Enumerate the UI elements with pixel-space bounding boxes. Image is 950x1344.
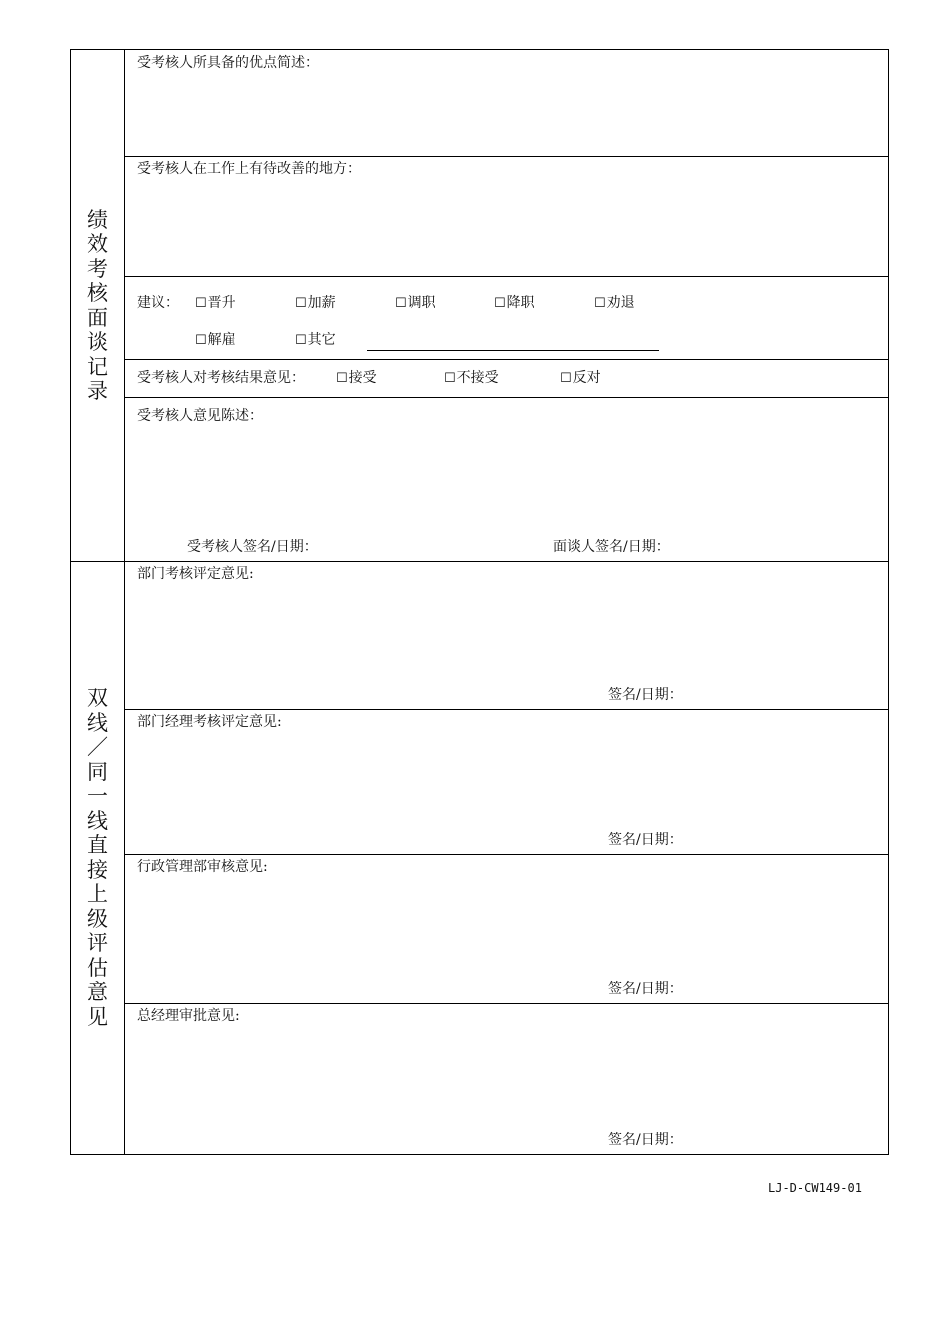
row-divider bbox=[124, 854, 888, 855]
section-label-char: 级 bbox=[87, 906, 108, 931]
option-label: 其它 bbox=[307, 332, 336, 348]
section-label-supervisor bbox=[71, 561, 124, 1154]
checkbox-advise-resign[interactable] bbox=[594, 295, 635, 312]
checkbox-icon: ☐ bbox=[195, 333, 207, 348]
gm-sign-label: 签名/日期： bbox=[608, 1132, 683, 1148]
checkbox-icon: ☐ bbox=[444, 371, 456, 386]
other-fill-line[interactable] bbox=[367, 350, 659, 351]
manager-opinion-label: 部门经理考核评定意见: bbox=[137, 714, 282, 730]
section-label-char: 考 bbox=[87, 256, 108, 281]
section-label-char: 意 bbox=[87, 980, 108, 1004]
section-label-char: 直 bbox=[87, 833, 108, 857]
checkbox-icon: ☐ bbox=[295, 296, 307, 311]
checkbox-icon: ☐ bbox=[594, 296, 606, 311]
checkbox-dismiss[interactable] bbox=[195, 332, 236, 349]
dept-opinion-label: 部门考核评定意见: bbox=[137, 566, 254, 582]
section-label-char: 录 bbox=[87, 379, 108, 403]
section-divider bbox=[71, 561, 888, 562]
checkbox-transfer[interactable] bbox=[395, 295, 436, 312]
statement-label: 受考核人意见陈述： bbox=[137, 408, 263, 424]
improve-label: 受考核人在工作上有待改善的地方： bbox=[137, 161, 361, 177]
checkbox-icon: ☐ bbox=[494, 296, 506, 311]
section-label-char: 线 bbox=[87, 710, 108, 735]
dept-sign-label: 签名/日期： bbox=[608, 687, 683, 703]
option-label: 加薪 bbox=[307, 295, 336, 311]
checkbox-raise[interactable] bbox=[295, 295, 336, 312]
checkbox-icon: ☐ bbox=[560, 371, 572, 386]
strengths-label: 受考核人所具备的优点简述： bbox=[137, 55, 319, 71]
section-label-char: 绩 bbox=[87, 207, 108, 232]
option-label: 降职 bbox=[506, 295, 535, 311]
option-label: 反对 bbox=[572, 370, 601, 386]
checkbox-icon: ☐ bbox=[295, 333, 307, 348]
checkbox-not-accept[interactable] bbox=[444, 370, 499, 387]
section-label-char: 同 bbox=[87, 759, 108, 784]
checkbox-accept[interactable] bbox=[336, 370, 377, 387]
employee-sign-label: 受考核人签名/日期： bbox=[187, 539, 318, 555]
admin-opinion-label: 行政管理部审核意见: bbox=[137, 859, 268, 875]
result-label: 受考核人对考核结果意见： bbox=[137, 370, 305, 386]
option-label: 解雇 bbox=[207, 332, 236, 348]
checkbox-icon: ☐ bbox=[195, 296, 207, 311]
row-divider bbox=[124, 709, 888, 710]
checkbox-demote[interactable] bbox=[494, 295, 535, 312]
section-label-char: 一 bbox=[87, 784, 108, 808]
section-label-char: 估 bbox=[87, 955, 108, 980]
section-label-char: 面 bbox=[87, 305, 108, 330]
section-label-char: 接 bbox=[87, 857, 108, 882]
appraisal-form bbox=[70, 49, 889, 1155]
section-label-char: 核 bbox=[87, 281, 108, 305]
option-label: 接受 bbox=[348, 370, 377, 386]
row-divider bbox=[124, 397, 888, 398]
checkbox-other[interactable] bbox=[295, 332, 336, 349]
row-divider bbox=[124, 1003, 888, 1004]
section-label-char: 上 bbox=[87, 882, 108, 906]
option-label: 调职 bbox=[407, 295, 436, 311]
option-label: 晋升 bbox=[207, 295, 236, 311]
checkbox-oppose[interactable] bbox=[560, 370, 601, 387]
section-label-char: ／ bbox=[87, 735, 108, 759]
manager-sign-label: 签名/日期： bbox=[608, 832, 683, 848]
section-label-char: 双 bbox=[87, 686, 108, 710]
column-divider bbox=[124, 50, 125, 1154]
section-label-char: 记 bbox=[87, 354, 108, 379]
suggest-label: 建议： bbox=[137, 295, 179, 311]
section-label-char: 效 bbox=[87, 232, 108, 256]
admin-sign-label: 签名/日期： bbox=[608, 981, 683, 997]
section-label-char: 线 bbox=[87, 808, 108, 833]
gm-opinion-label: 总经理审批意见: bbox=[137, 1008, 240, 1024]
checkbox-icon: ☐ bbox=[395, 296, 407, 311]
checkbox-icon: ☐ bbox=[336, 371, 348, 386]
interviewer-sign-label: 面谈人签名/日期： bbox=[553, 539, 670, 555]
section-label-interview bbox=[71, 50, 124, 561]
option-label: 不接受 bbox=[456, 370, 499, 386]
option-label: 劝退 bbox=[606, 295, 635, 311]
section-label-char: 见 bbox=[87, 1004, 108, 1029]
row-divider bbox=[124, 276, 888, 277]
row-divider bbox=[124, 156, 888, 157]
row-divider bbox=[124, 359, 888, 360]
document-number: LJ-D-CW149-01 bbox=[768, 1181, 862, 1195]
section-label-char: 评 bbox=[87, 931, 108, 955]
section-label-char: 谈 bbox=[87, 330, 108, 354]
checkbox-promote[interactable] bbox=[195, 295, 236, 312]
